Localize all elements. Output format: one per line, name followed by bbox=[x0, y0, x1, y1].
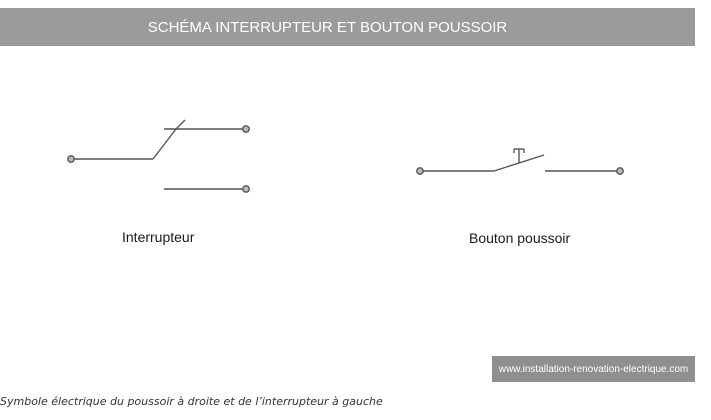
watermark-badge bbox=[492, 356, 695, 382]
watermark-text: www.installation-renovation-electrique.com bbox=[498, 363, 689, 375]
switch-blade bbox=[153, 129, 176, 159]
image-caption: Symbole électrique du poussoir à droite et de l’interrupteur à gauche bbox=[0, 395, 383, 408]
switch-label: Interrupteur bbox=[122, 229, 195, 245]
switch-symbol bbox=[68, 120, 249, 192]
push-button-symbol bbox=[417, 149, 623, 174]
switch-upper-terminal bbox=[243, 126, 249, 132]
switch-blade-tick bbox=[176, 120, 185, 129]
push-button-input-terminal bbox=[417, 168, 423, 174]
switch-lower-terminal bbox=[243, 186, 249, 192]
push-button-label: Bouton poussoir bbox=[469, 230, 571, 246]
page-title: SCHÉMA INTERRUPTEUR ET BOUTON POUSSOIR bbox=[147, 18, 508, 36]
switch-input-terminal bbox=[68, 156, 74, 162]
push-button-output-terminal bbox=[617, 168, 623, 174]
